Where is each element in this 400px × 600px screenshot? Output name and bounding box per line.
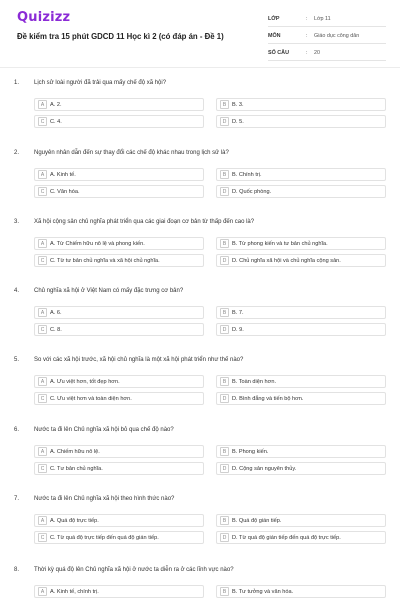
question-text: Nước ta đi lên Chủ nghĩa xã hội theo hình thức nào? <box>34 496 175 502</box>
option-letter-box: B <box>220 308 229 317</box>
question-text: Lịch sử loài người đã trải qua mấy chế độ xã hội? <box>34 80 167 86</box>
answer-option-c[interactable] <box>34 185 204 198</box>
answer-option-b[interactable] <box>216 98 386 111</box>
option-letter-box: A <box>38 516 47 525</box>
option-text: D. 5. <box>232 118 244 125</box>
answer-option-c[interactable] <box>34 462 204 475</box>
answer-option-a[interactable] <box>34 514 204 527</box>
meta-row-question-count <box>268 46 386 61</box>
option-letter-box: C <box>38 325 47 334</box>
option-letter-box: D <box>220 117 229 126</box>
option-letter-box: B <box>220 100 229 109</box>
option-text: B. 7. <box>232 309 244 316</box>
option-text: B. 3. <box>232 101 244 108</box>
question-number: 7. <box>14 496 20 502</box>
option-text: B. Chính trị. <box>232 171 262 178</box>
question-number: 8. <box>14 567 20 573</box>
question-number: 4. <box>14 288 20 294</box>
meta-key: SỐ CÂU <box>268 50 289 56</box>
option-letter-box: D <box>220 533 229 542</box>
option-letter-box: C <box>38 464 47 473</box>
option-letter-box: D <box>220 394 229 403</box>
answer-option-c[interactable] <box>34 323 204 336</box>
answer-option-b[interactable] <box>216 514 386 527</box>
question-text: Nguyên nhân dẫn đến sự thay đổi các chế độ khác nhau trong lịch sử là? <box>34 150 229 156</box>
answer-option-d[interactable] <box>216 531 386 544</box>
option-text: B. Phong kiến. <box>232 448 269 455</box>
answer-option-a[interactable] <box>34 237 204 250</box>
question-text: Nước ta đi lên Chủ nghĩa xã hội bỏ qua chế độ nào? <box>34 427 174 433</box>
option-letter-box: D <box>220 187 229 196</box>
option-text: C. Văn hóa. <box>50 188 80 195</box>
option-letter-box: A <box>38 377 47 386</box>
option-letter-box: B <box>220 587 229 596</box>
answer-option-c[interactable] <box>34 115 204 128</box>
option-text: D. Từ quá độ gián tiếp đến quá độ trực tiếp. <box>232 534 341 541</box>
option-text: D. Chủ nghĩa xã hội và chủ nghĩa cộng sản. <box>232 257 341 264</box>
option-text: A. 6. <box>50 309 62 316</box>
option-letter-box: D <box>220 256 229 265</box>
option-text: A. Kinh tế, chính trị. <box>50 588 99 595</box>
answer-option-c[interactable] <box>34 392 204 405</box>
option-text: C. Tư bản chủ nghĩa. <box>50 465 103 472</box>
option-text: D. Bình đẳng và tiến bộ hơn. <box>232 395 304 402</box>
option-letter-box: A <box>38 170 47 179</box>
answer-option-a[interactable] <box>34 168 204 181</box>
answer-option-a[interactable] <box>34 98 204 111</box>
option-text: C. Từ tư bản chủ nghĩa và xã hội chủ nghĩa. <box>50 257 160 264</box>
option-letter-box: B <box>220 377 229 386</box>
answer-option-b[interactable] <box>216 168 386 181</box>
option-text: C. Ưu việt hơn và toàn diện hơn. <box>50 395 132 402</box>
option-letter-box: B <box>220 170 229 179</box>
option-text: A. Chiếm hữu nô lệ. <box>50 448 100 455</box>
question-text: Chủ nghĩa xã hội ở Việt Nam có mấy đặc trưng cơ bản? <box>34 288 184 294</box>
answer-option-d[interactable] <box>216 323 386 336</box>
answer-option-d[interactable] <box>216 185 386 198</box>
meta-separator: : <box>306 33 308 39</box>
answer-option-c[interactable] <box>34 531 204 544</box>
option-text: D. Cộng sản nguyên thủy. <box>232 465 297 472</box>
option-letter-box: D <box>220 464 229 473</box>
option-text: B. Quá độ gián tiếp. <box>232 517 282 524</box>
answer-option-b[interactable] <box>216 375 386 388</box>
question-number: 3. <box>14 219 20 225</box>
meta-value: Giáo dục công dân <box>314 33 360 39</box>
meta-value: Lớp 11 <box>314 16 331 22</box>
option-text: B. Từ phong kiến và tư bản chủ nghĩa. <box>232 240 328 247</box>
option-letter-box: B <box>220 447 229 456</box>
option-letter-box: A <box>38 239 47 248</box>
question-number: 2. <box>14 150 20 156</box>
option-text: A. 2. <box>50 101 62 108</box>
answer-option-a[interactable] <box>34 585 204 598</box>
answer-option-d[interactable] <box>216 392 386 405</box>
question-number: 6. <box>14 427 20 433</box>
quizizz-logo: Quizizz <box>17 10 71 25</box>
answer-option-d[interactable] <box>216 462 386 475</box>
meta-separator: : <box>306 16 308 22</box>
option-text: A. Kinh tế. <box>50 171 76 178</box>
option-text: A. Quá độ trực tiếp. <box>50 517 99 524</box>
option-letter-box: C <box>38 187 47 196</box>
answer-option-b[interactable] <box>216 445 386 458</box>
option-letter-box: C <box>38 394 47 403</box>
answer-option-a[interactable] <box>34 375 204 388</box>
option-letter-box: A <box>38 587 47 596</box>
answer-option-d[interactable] <box>216 115 386 128</box>
question-text: Thời kỳ quá độ lên Chủ nghĩa xã hội ở nước ta diễn ra ở các lĩnh vực nào? <box>34 567 234 573</box>
option-text: D. 9. <box>232 326 244 333</box>
question-number: 1. <box>14 80 20 86</box>
question-text: So với các xã hội trước, xã hội chủ nghĩa là một xã hội phát triển như thế nào? <box>34 357 244 363</box>
option-letter-box: A <box>38 100 47 109</box>
answer-option-c[interactable] <box>34 254 204 267</box>
answer-option-b[interactable] <box>216 306 386 319</box>
meta-key: LỚP <box>268 16 280 22</box>
option-letter-box: C <box>38 117 47 126</box>
document-title: Đề kiểm tra 15 phút GDCD 11 Học kì 2 (có đáp án - Đề 1) <box>17 32 224 41</box>
option-letter-box: B <box>220 239 229 248</box>
answer-option-a[interactable] <box>34 445 204 458</box>
option-letter-box: D <box>220 325 229 334</box>
option-letter-box: C <box>38 533 47 542</box>
option-text: B. Tư tưởng và văn hóa. <box>232 588 294 595</box>
option-text: A. Ưu việt hơn, tốt đẹp hơn. <box>50 378 120 385</box>
meta-info <box>268 12 386 61</box>
option-letter-box: A <box>38 308 47 317</box>
header-divider <box>0 67 400 68</box>
option-text: D. Quốc phòng. <box>232 188 272 195</box>
answer-option-b[interactable] <box>216 237 386 250</box>
meta-row-subject <box>268 29 386 44</box>
option-text: B. Toàn diện hơn. <box>232 378 276 385</box>
meta-value: 20 <box>314 50 320 56</box>
option-text: C. Từ quá độ trực tiếp đến quá độ gián tiếp. <box>50 534 159 541</box>
answer-option-a[interactable] <box>34 306 204 319</box>
option-letter-box: B <box>220 516 229 525</box>
question-number: 5. <box>14 357 20 363</box>
meta-separator: : <box>306 50 308 56</box>
answer-option-b[interactable] <box>216 585 386 598</box>
option-letter-box: C <box>38 256 47 265</box>
option-text: A. Từ Chiếm hữu nô lệ và phong kiến. <box>50 240 145 247</box>
question-text: Xã hội cộng sản chủ nghĩa phát triển qua các giai đoạn cơ bản từ thấp đến cao là? <box>34 219 255 225</box>
meta-key: MÔN <box>268 33 281 39</box>
option-letter-box: A <box>38 447 47 456</box>
meta-row-class <box>268 12 386 27</box>
answer-option-d[interactable] <box>216 254 386 267</box>
option-text: C. 4. <box>50 118 62 125</box>
option-text: C. 8. <box>50 326 62 333</box>
